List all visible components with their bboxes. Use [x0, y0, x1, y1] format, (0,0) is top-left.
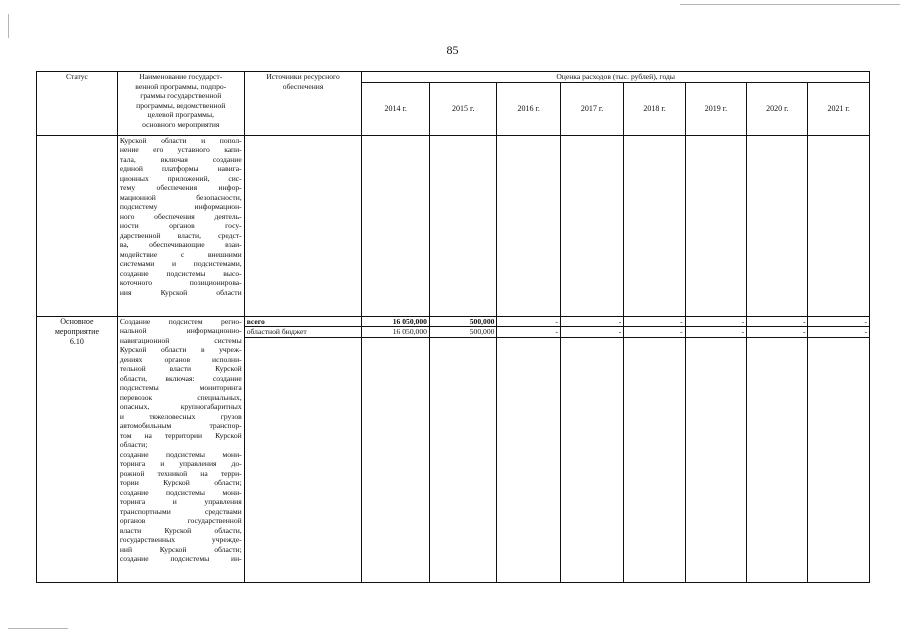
activity-text-line: ний Курской области; [119, 544, 242, 554]
activity-text-line: Создание подсистем регио- [119, 316, 242, 326]
continuation-text [117, 135, 244, 316]
value-cell: - [685, 327, 746, 338]
value-cell: - [624, 327, 685, 338]
activity-text-line: перевозок специальных, [119, 392, 242, 402]
page-number: 85 [446, 43, 459, 57]
activity-text-line: создание подсистемы мони- [119, 449, 242, 459]
continuation-line: подсистему информацион- [119, 202, 242, 211]
value-cell: - [497, 327, 560, 338]
continuation-line: тала, включая создание [119, 154, 242, 164]
value-cell: 16 050,000 [362, 327, 430, 338]
continuation-line: мационной безопасности, [119, 192, 242, 202]
activity-text-line: том на территории Курской [119, 430, 242, 440]
continuation-row [37, 135, 870, 316]
header-name [117, 72, 244, 136]
activity-text-line: торинга и управления [119, 497, 242, 506]
continuation-line: ния Курской области [119, 287, 242, 297]
value-cell: - [808, 316, 870, 327]
continuation-line: нение его уставного капи- [119, 145, 242, 154]
activity-text-line: Курской области в учреж- [119, 345, 242, 354]
activity-text-line: органов государственной [119, 516, 242, 525]
continuation-line: единой платформы навига- [119, 164, 242, 173]
year-header: 2021 г. [808, 82, 870, 135]
value-cell: - [747, 327, 808, 338]
year-header: 2015 г. [429, 82, 497, 135]
scan-artifact-left [8, 14, 9, 38]
table-row [37, 316, 870, 327]
value-cell: - [560, 316, 623, 327]
activity-text-line: автомобильным транспор- [119, 421, 242, 430]
activity-text-line: области, включая: создание [119, 373, 242, 383]
activity-text-line: опасных, крупногабаритных [119, 402, 242, 411]
header-estimate: Оценка расходов (тыс. рублей), годы [362, 72, 870, 83]
header-name-line: граммы государственной [140, 91, 222, 100]
activity-text-line: государственных учрежде- [119, 535, 242, 544]
activity-text-line: торинга и управления до- [119, 459, 242, 468]
continuation-line: ного обеспечения деятель- [119, 211, 242, 221]
scan-artifact-top [680, 4, 900, 5]
header-name-line: Наименование государст- [139, 72, 223, 81]
year-header: 2017 г. [560, 82, 623, 135]
activity-text-line: подсистемы мониторинга [119, 383, 242, 392]
activity-text-line: рожной техникой на терри- [119, 468, 242, 478]
value-cell: - [808, 327, 870, 338]
continuation-line: тему обеспечения инфор- [119, 183, 242, 192]
year-header: 2016 г. [497, 82, 560, 135]
continuation-line: создание подсистемы высо- [119, 268, 242, 278]
value-cell: 500,000 [429, 327, 497, 338]
activity-text-line: навигационной системы [119, 335, 242, 345]
year-header: 2018 г. [624, 82, 685, 135]
activity-text-line: тории Курской области; [119, 478, 242, 487]
source-label: областной бюджет [244, 327, 362, 338]
activity-text-line: создание подсистемы ин- [119, 554, 242, 563]
activity-status [37, 316, 118, 582]
activity-text-line: области; [119, 440, 148, 449]
header-name-line: венной программы, подпро- [135, 81, 227, 91]
activity-text-line: нальной информационно- [119, 326, 242, 335]
activity-status-line: 6.10 [69, 336, 84, 346]
year-header: 2014 г. [362, 82, 430, 135]
activity-text-line: создание подсистемы мони- [119, 487, 242, 497]
header-name-line: программы, ведомственной [136, 100, 226, 110]
activity-status-line: мероприятие [54, 326, 99, 336]
activity-text-line: дениях органов исполни- [119, 354, 242, 364]
header-name-line: основного мероприятия [142, 119, 220, 129]
header-sources-line: обеспечения [282, 81, 324, 91]
year-header: 2019 г. [685, 82, 746, 135]
value-cell: - [560, 327, 623, 338]
header-name-line: целевой программы, [147, 110, 214, 119]
value-cell: - [624, 316, 685, 327]
continuation-line: системами и подсистемами, [119, 259, 242, 268]
activity-text-line: транспортными средствами [119, 506, 242, 516]
activity-text-line: и тяжеловесных грузов [119, 411, 242, 421]
continuation-line: ционных приложений, сис- [119, 173, 242, 183]
year-header: 2020 г. [747, 82, 808, 135]
continuation-line: дарственной власти, средст- [119, 230, 242, 240]
activity-text-line: тельной власти Курской [119, 364, 242, 373]
activity-text [117, 316, 244, 582]
source-label: всего [244, 316, 362, 327]
header-row [37, 72, 870, 83]
header-status: Статус [37, 72, 118, 136]
value-cell: 16 050,000 [362, 316, 430, 327]
continuation-line: модействие с внешними [119, 249, 242, 259]
continuation-line: Курской области и попол- [119, 135, 242, 145]
continuation-line: ва, обеспечивающие взаи- [119, 240, 242, 249]
value-cell: - [685, 316, 746, 327]
value-cell: - [747, 316, 808, 327]
header-sources [244, 72, 362, 136]
activity-text-line: власти Курской области, [119, 525, 242, 535]
continuation-line: ности органов госу- [119, 221, 242, 230]
expenses-table [36, 71, 870, 583]
value-cell: 500,000 [429, 316, 497, 327]
scan-artifact-bottom [8, 628, 68, 629]
value-cell: - [497, 316, 560, 327]
continuation-line: коточного позиционирова- [119, 278, 242, 287]
activity-status-line: Основное [60, 316, 94, 326]
header-sources-line: Источники ресурсного [266, 72, 340, 81]
